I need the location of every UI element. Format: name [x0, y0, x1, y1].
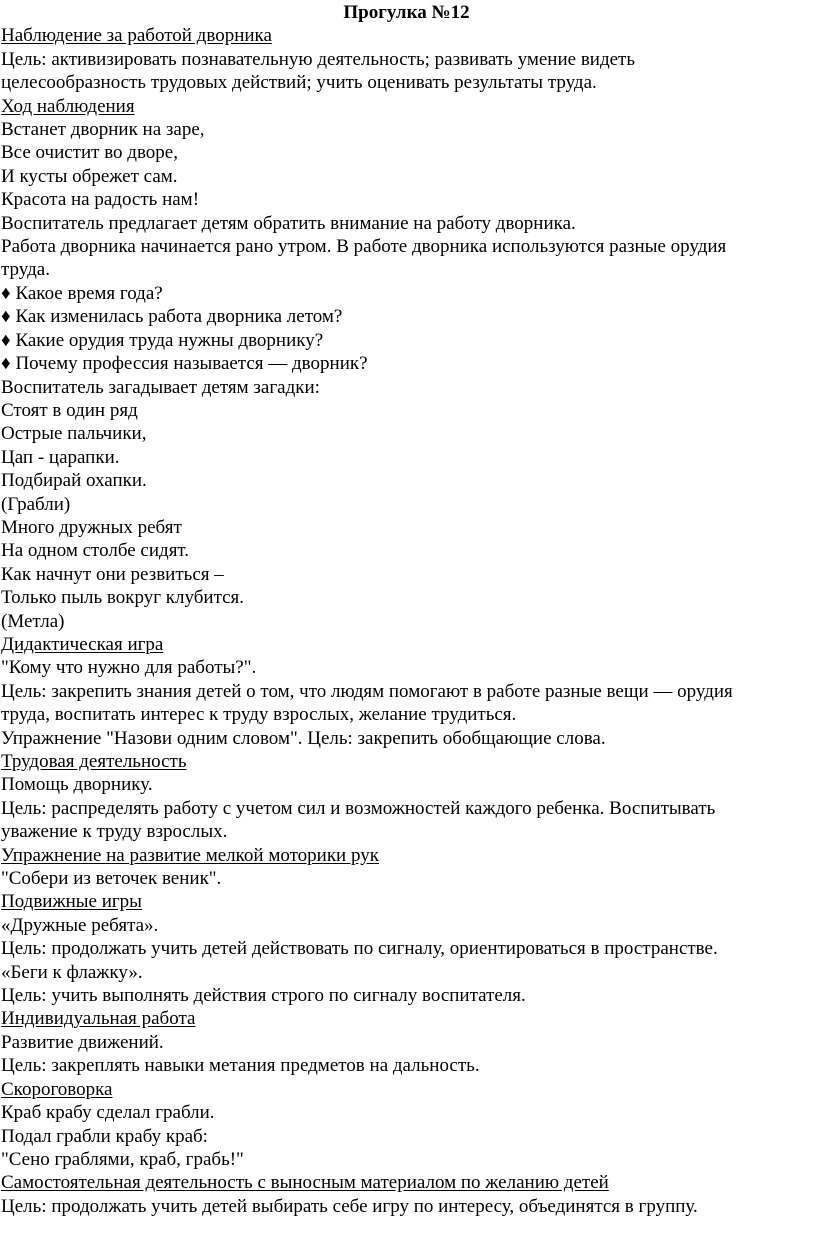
- section-heading: Наблюдение за работой дворника: [1, 25, 272, 47]
- text-line: Цель: закрепить знания детей о том, что людям помогают в работе разные вещи — орудия: [1, 680, 733, 702]
- text-line: Только пыль вокруг клубится.: [1, 587, 245, 609]
- text-line: Воспитатель загадывает детям загадки:: [1, 376, 320, 398]
- text-line: Краб крабу сделал грабли.: [1, 1102, 215, 1124]
- text-line: Все очистит во дворе,: [1, 142, 178, 164]
- section-heading: Подвижные игры: [1, 891, 142, 913]
- text-line: Упражнение "Назови одним словом". Цель: закрепить обобщающие слова.: [1, 727, 606, 749]
- text-line: Цель: активизировать познавательную деятельность; развивать умение видеть: [1, 48, 636, 70]
- text-line: Цель: продолжать учить детей действовать по сигналу, ориентироваться в пространстве.: [1, 938, 718, 960]
- text-line: Цель: распределять работу с учетом сил и возможностей каждого ребенка. Воспитывать: [1, 797, 716, 819]
- text-line: Цап - царапки.: [1, 446, 120, 468]
- text-line: "Сено граблями, краб, грабь!": [1, 1148, 244, 1170]
- section-heading: Трудовая деятельность: [1, 751, 187, 772]
- section-heading: Дидактическая игра: [1, 633, 164, 655]
- text-line: На одном столбе сидят.: [1, 540, 190, 562]
- section-heading: Упражнение на развитие мелкой моторики рук: [1, 844, 379, 866]
- text-line: (Грабли): [1, 493, 71, 515]
- text-line: Как начнут они резвиться –: [1, 563, 224, 585]
- text-line: ♦ Как изменилась работа дворника летом?: [1, 306, 343, 328]
- section-heading: Скороговорка: [1, 1078, 113, 1100]
- text-line: Подбирай охапки.: [1, 470, 147, 492]
- text-line: Цель: учить выполнять действия строго по сигналу воспитателя.: [1, 985, 526, 1007]
- text-line: Цель: продолжать учить детей выбирать себе игру по интересу, объединятся в группу.: [1, 1195, 698, 1217]
- text-line: ♦ Какие орудия труда нужны дворнику?: [1, 329, 324, 351]
- text-line: ♦ Какое время года?: [1, 282, 163, 304]
- text-line: "Собери из веточек веник".: [1, 868, 222, 890]
- text-line: (Метла): [1, 610, 65, 632]
- text-line: труда.: [1, 259, 50, 281]
- page-title: Прогулка №12: [343, 2, 470, 23]
- section-heading: Самостоятельная деятельность с выносным материалом по желанию детей: [1, 1172, 609, 1194]
- text-line: Воспитатель предлагает детям обратить внимание на работу дворника.: [1, 212, 576, 234]
- text-line: Красота на радость нам!: [1, 189, 200, 211]
- text-line: Работа дворника начинается рано утром. В работе дворника используются разные орудия: [1, 236, 727, 258]
- section-heading: Ход наблюдения: [1, 95, 135, 117]
- document-body: [1, 24, 812, 1218]
- text-line: И кусты обрежет сам.: [1, 165, 178, 187]
- text-line: Много дружных ребят: [1, 516, 182, 538]
- text-line: ♦ Почему профессия называется — дворник?: [1, 353, 368, 375]
- text-line: Встанет дворник на заре,: [1, 119, 205, 141]
- section-heading: Индивидуальная работа: [1, 1008, 196, 1030]
- text-line: «Беги к флажку».: [1, 961, 143, 983]
- text-line: Цель: закреплять навыки метания предметов на дальность.: [1, 1055, 480, 1077]
- text-line: Стоят в один ряд: [1, 399, 138, 421]
- text-line: Помощь дворнику.: [1, 774, 153, 796]
- text-line: уважение к труду взрослых.: [1, 821, 228, 843]
- text-line: "Кому что нужно для работы?".: [1, 657, 257, 679]
- text-line: труда, воспитать интерес к труду взрослых, желание трудиться.: [1, 704, 517, 726]
- text-line: Подал грабли крабу краб:: [1, 1125, 208, 1147]
- text-line: целесообразность трудовых действий; учить оценивать результаты труда.: [1, 72, 597, 94]
- text-line: Развитие движений.: [1, 1031, 164, 1053]
- text-line: Острые пальчики,: [1, 423, 147, 445]
- text-line: «Дружные ребята».: [1, 914, 159, 936]
